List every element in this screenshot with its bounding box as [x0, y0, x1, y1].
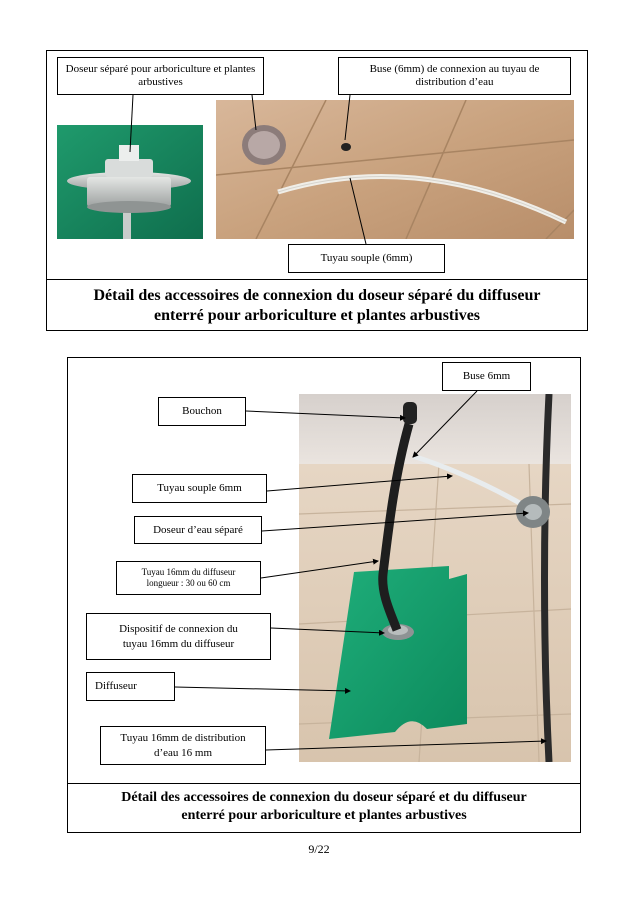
doseur-label-text: Doseur séparé pour arboriculture et plantes arbustives — [65, 63, 256, 88]
buse-6mm-label — [442, 362, 531, 391]
figure-1-caption-line-1: Détail des accessoires de connexion du doseur séparé du diffuseur — [93, 287, 541, 304]
tuyau-label-text: Tuyau souple (6mm) — [320, 252, 413, 264]
figure-2-caption-line-1: Détail des accessoires de connexion du doseur séparé et du diffuseur — [121, 790, 527, 805]
tuyau-16mm-line-1: Tuyau 16mm du diffuseur — [141, 567, 236, 577]
figure-2-caption-frame — [67, 783, 581, 784]
doseur-label — [57, 57, 264, 95]
figure-1-caption-line-2: enterré pour arboriculture et plantes arbustives — [153, 307, 481, 324]
tiled-floor-photo — [216, 100, 574, 239]
doseur-eau-label-text: Doseur d’eau séparé — [153, 523, 243, 536]
doseur-eau-label — [134, 516, 262, 544]
tuyau-souple-label — [132, 474, 267, 503]
bouchon-label-text: Bouchon — [182, 405, 222, 417]
tuyau-distribution-label — [100, 726, 266, 765]
buse-label — [338, 57, 571, 95]
diffuseur-label — [86, 672, 175, 701]
bouchon-label — [158, 397, 246, 426]
diffuser-photo — [299, 394, 571, 762]
page-number: 9/22 — [308, 842, 330, 856]
tuyau-16mm-line-2: longueur : 30 ou 60 cm — [146, 578, 231, 588]
figure-1-caption — [46, 286, 588, 326]
dispositif-connexion-label — [86, 613, 271, 660]
tuyau-16mm-diffuseur-label — [116, 561, 261, 595]
figure-2-caption — [67, 789, 581, 825]
distribution-line-2: d’eau 16 mm — [153, 746, 213, 759]
figure-2-caption-line-2: enterré pour arboriculture et plantes arbustives — [181, 808, 467, 823]
dispositif-line-2: tuyau 16mm du diffuseur — [122, 637, 235, 650]
buse-label-text: Buse (6mm) de connexion au tuyau de distribution d’eau — [369, 63, 540, 88]
diffuseur-label-text: Diffuseur — [95, 680, 137, 692]
doseur-photo — [57, 125, 203, 239]
buse-6mm-label-text: Buse 6mm — [462, 370, 511, 382]
dispositif-line-1: Dispositif de connexion du — [119, 622, 238, 635]
tuyau-label — [288, 244, 445, 273]
tuyau-souple-label-text: Tuyau souple 6mm — [157, 482, 242, 494]
distribution-line-1: Tuyau 16mm de distribution — [120, 731, 246, 744]
